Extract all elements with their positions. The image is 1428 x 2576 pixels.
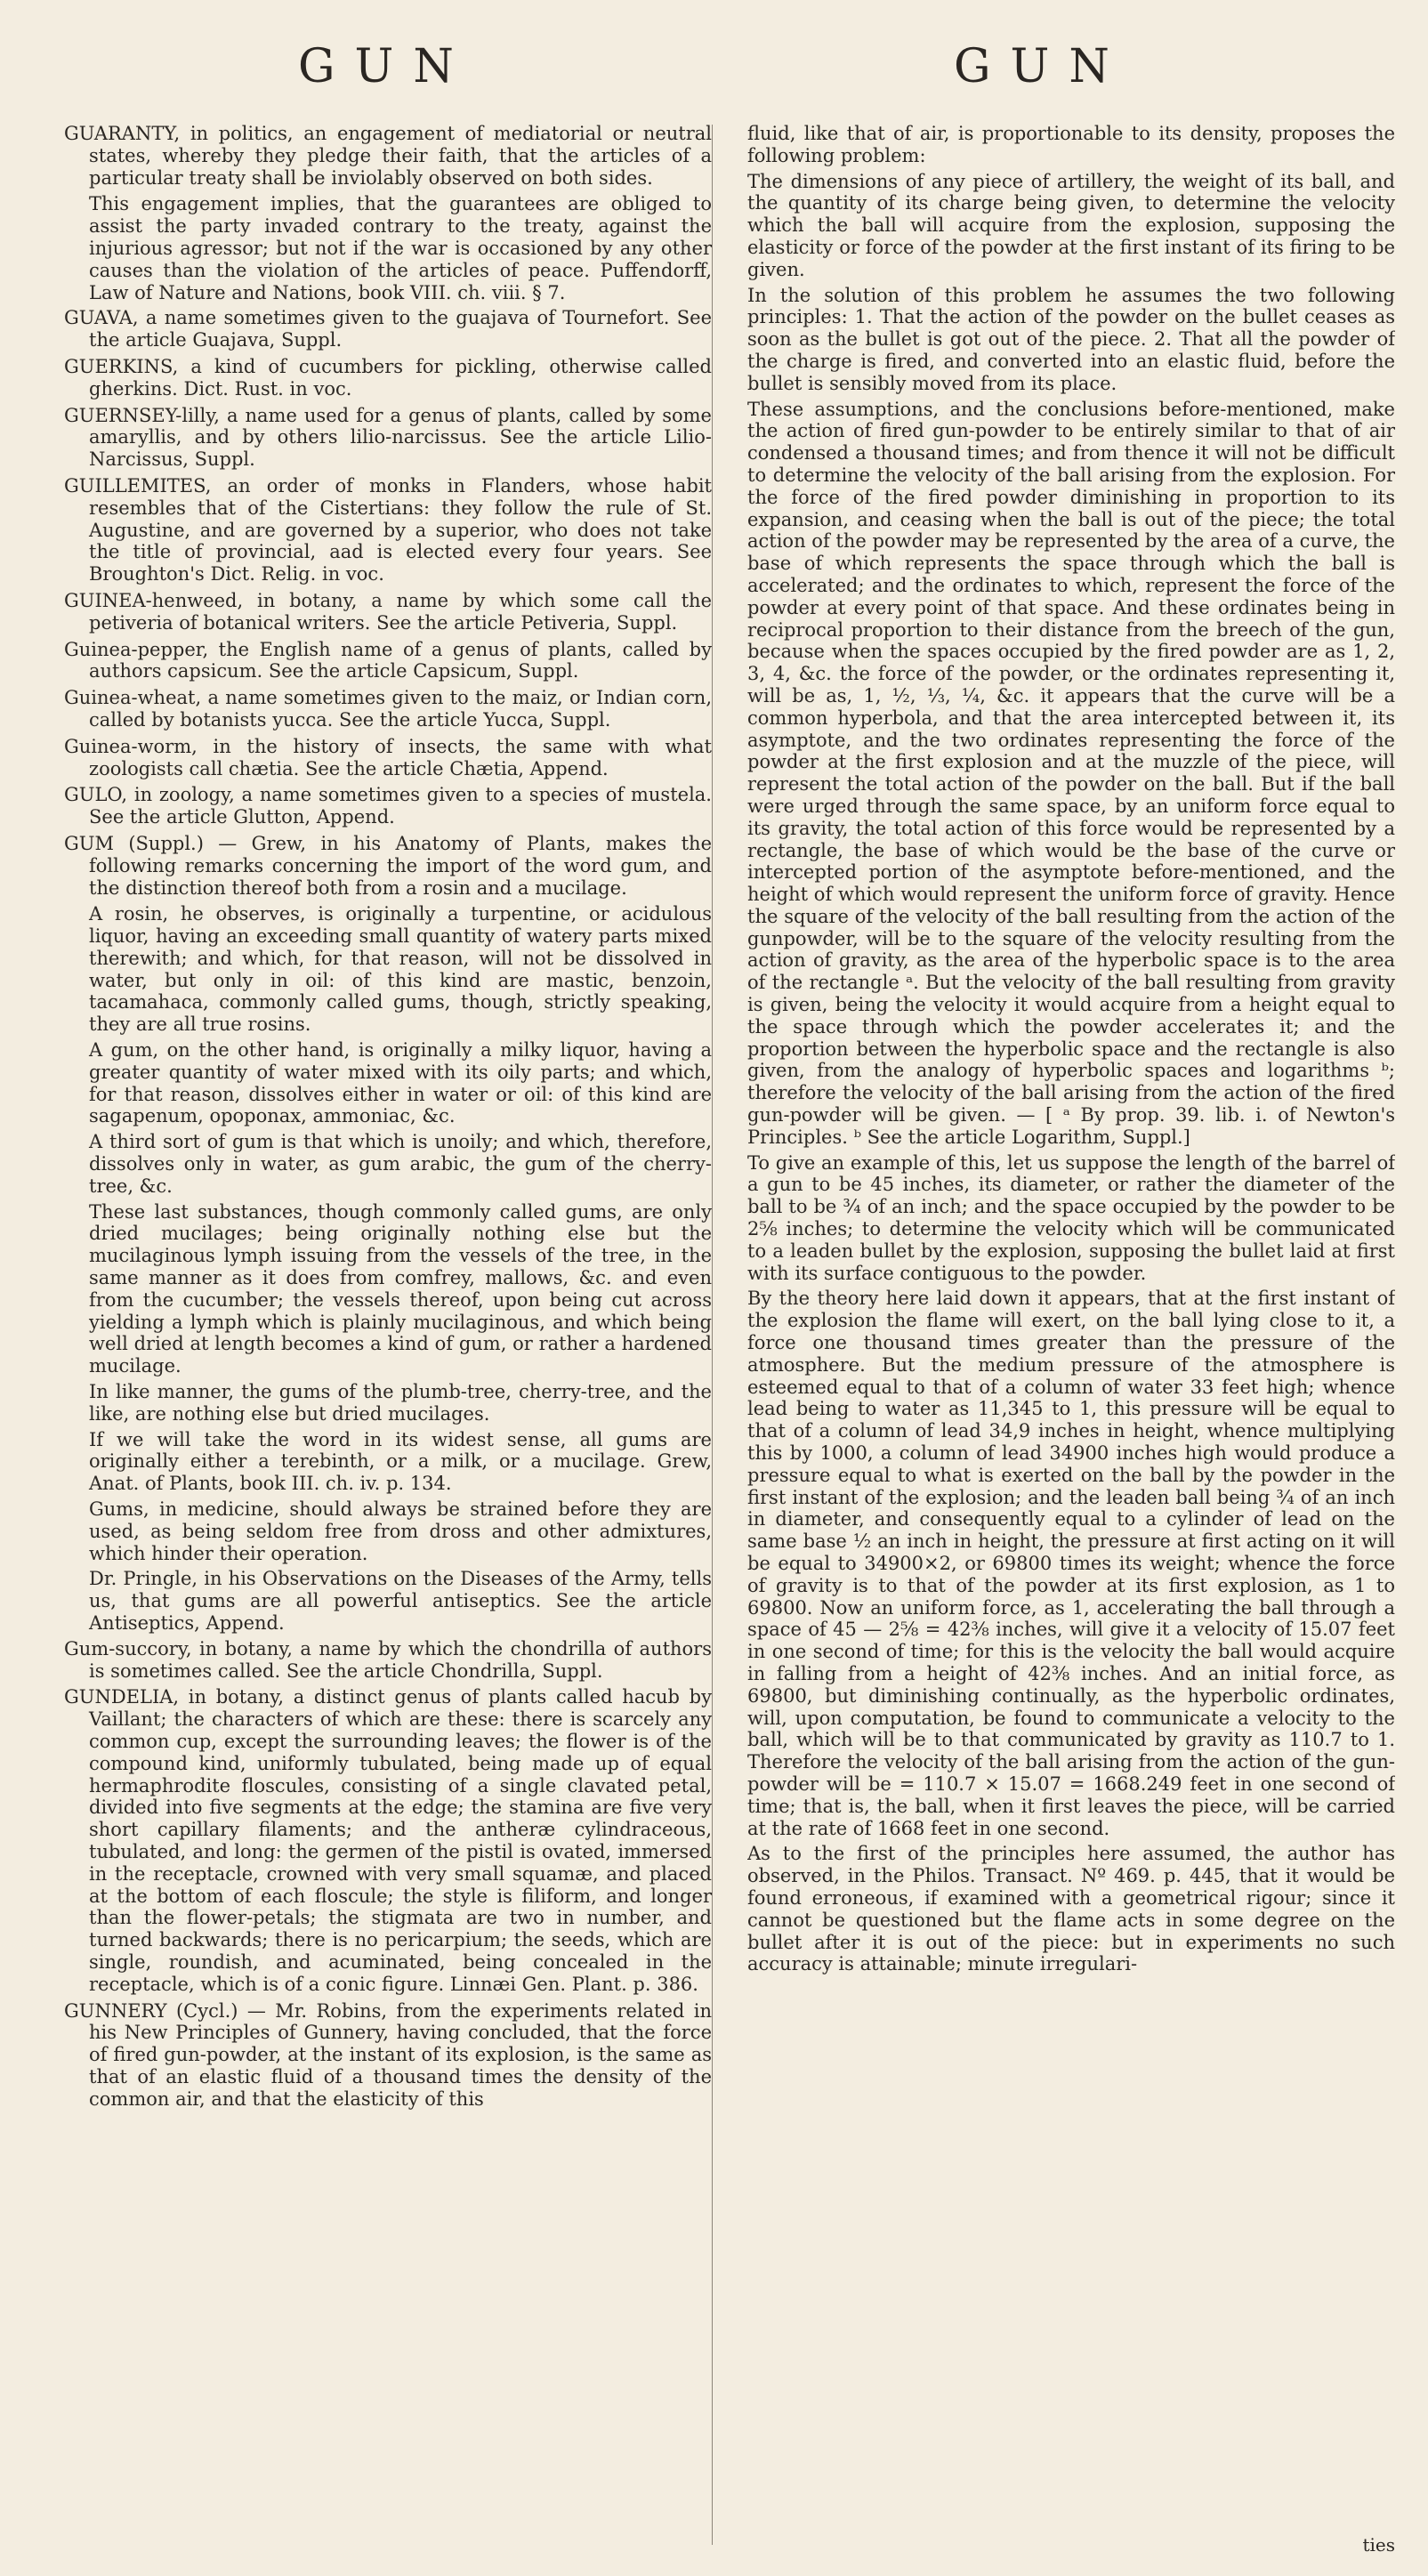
entry-guava: GUAVA, a name sometimes given to the guajava of Tournefort. See the article Guajava, Suppl. [64, 307, 712, 351]
paragraph: To give an example of this, let us suppose the length of the barrel of a gun to be 45 inches, its diameter, or rather the diameter of the ball to be ¾ of an inch; and the space occupied by the powder to be 2⅝ inches; to determine the velocity which will be communicated to a leaden bullet by the explosion, supposing the bullet laid at first with its surface contiguous to the powder. [747, 1151, 1395, 1284]
paragraph: fluid, like that of air, is proportionable to its density, proposes the following problem: [747, 123, 1395, 166]
paragraph: This engagement implies, that the guarantees are obliged to assist the party invaded contrary to the treaty, against the injurious agressor; but not if the war is occasioned by any other causes than the violation of the articles of peace. Puffendorff, Law of Nature and Nations, book VIII. ch. viii. § 7. [89, 193, 712, 303]
entry-guinea-pepper: Guinea-pepper, the English name of a genus of plants, called by authors capsicum. See the article Capsicum, Suppl. [64, 638, 712, 682]
paragraph: By the theory here laid down it appears, that at the first instant of the explosion the flame will exert, on the ball lying close to it, a force one thousand times greater than the pressure of the atmosphere. But the medium pressure of the atmosphere is esteemed equal to that of a column of water 33 feet high; whence lead being to water as 11,345 to 1, this pressure will be equal to that of a column of lead 34,9 inches in height, whence multiplying this by 1000, a column of lead 34900 inches high would produce a pressure equal to what is exerted on the ball by the powder in the first instant of the explosion; and the leaden ball being ¾ of an inch in diameter, and consequently equal to a cylinder of lead on the same base ½ an inch in height, the pressure at first acting on it will be equal to 34900×2, or 69800 times its weight; whence the force of gravity is to that of the powder at its first explosion, as 1 to 69800. Now an uniform force, as 1, accelerating the ball through a space of 45 — 2⅝ = 42⅜ inches, will give it a velocity of 15.07 feet in one second of time; for this is the velocity the ball would acquire in falling from a height of 42⅜ inches. And an initial force, as 69800, but diminishing continually, as the hyperbolic ordinates, will, upon computation, be found to communicate a velocity to the ball, which will be to that communicated by gravity as 110.7 to 1. Therefore the velocity of the ball arising from the action of the gun-powder will be = 110.7 × 15.07 = 1668.249 feet in one second of time; that is, the ball, when it first leaves the piece, will be carried at the rate of 1668 feet in one second. [747, 1288, 1395, 1839]
entry-guerkins: GUERKINS, a kind of cucumbers for pickling, otherwise called gherkins. Dict. Rust. in voc. [64, 355, 712, 400]
entry-gunnery: GUNNERY (Cycl.) — Mr. Robins, from the experiments related in his New Principles of Gunnery, having concluded, that the force of fired gun-powder, at the instant of its explosion, is the same as that of an elastic fluid of a thousand times the density of the common air, and that the elasticity of this [64, 1999, 712, 2110]
entry-guinea-worm: Guinea-worm, in the history of insects, the same with what zoologists call chætia. See the article Chætia, Append. [64, 735, 712, 779]
column-divider [712, 125, 713, 2545]
entry-guinea-henweed: GUINEA-henweed, in botany, a name by which some call the petiveria of botanical writers. See the article Petiveria, Suppl. [64, 589, 712, 634]
paragraph: A gum, on the other hand, is originally a milky liquor, having a greater quantity of water mixed with its oily parts; and which, for that reason, dissolves either in water or oil: of this kind are sagapenum, opoponax, ammoniac, &c. [89, 1039, 712, 1127]
paragraph: Dr. Pringle, in his Observations on the Diseases of the Army, tells us, that gums are all powerful antiseptics. See the article Antiseptics, Append. [89, 1568, 712, 1634]
paragraph: Gums, in medicine, should always be strained before they are used, as being seldom free from dross and other admixtures, which hinder their operation. [89, 1498, 712, 1564]
paragraph: In like manner, the gums of the plumb-tree, cherry-tree, and the like, are nothing else but dried mucilages. [89, 1381, 712, 1425]
paragraph: As to the first of the principles here assumed, the author has observed, in the Philos. Transact. Nº 469. p. 445, that it would be found erroneous, if examined with a geometrical rigour; since it cannot be questioned but the flame acts in some degree on the bullet after it is out of the piece: but in experiments no such accuracy is attainable; minute irregulari- [747, 1843, 1395, 1975]
paragraph: The dimensions of any piece of artillery, the weight of its ball, and the quantity of its charge being given, to determine the velocity which the ball will acquire from the explosion, supposing the elasticity or force of the powder at the first instant of its firing to be given. [747, 170, 1395, 280]
entry-gum: GUM (Suppl.) — Grew, in his Anatomy of Plants, makes the following remarks concerning the import of the word gum, and the distinction thereof both from a rosin and a mucilage. [64, 832, 712, 899]
running-head-right: GUN [954, 40, 1129, 93]
entry-gulo: GULO, in zoology, a name sometimes given to a species of mustela. See the article Glutton, Append. [64, 784, 712, 828]
right-column [747, 123, 1395, 2556]
entry-gum-succory: Gum-succory, in botany, a name by which the chondrilla of authors is sometimes called. See the article Chondrilla, Suppl. [64, 1637, 712, 1682]
entry-guinea-wheat: Guinea-wheat, a name sometimes given to the maiz, or Indian corn, called by botanists yucca. See the article Yucca, Suppl. [64, 687, 712, 731]
paragraph: These last substances, though commonly called gums, are only dried mucilages; being originally nothing else but the mucilaginous lymph issuing from the vessels of the tree, in the same manner as it does from comfrey, mallows, &c. and even from the cucumber; the vessels thereof, upon being cut across yielding a lymph which is plainly mucilaginous, and which being well dried at length becomes a kind of gum, or rather a hardened mucilage. [89, 1200, 712, 1377]
paragraph: These assumptions, and the conclusions before-mentioned, make the action of fired gun-powder to be entirely similar to that of air condensed a thousand times; and from thence it will not be difficult to determine the velocity of the ball arising from the explosion. For the force of the fired powder diminishing in proportion to its expansion, and ceasing when the ball is out of the piece; the total action of the powder may be represented by the area of a curve, the base of which represents the space through which the ball is accelerated; and the ordinates to which, represent the force of the powder at every point of that space. And these ordinates being in reciprocal proportion to their distance from the breech of the gun, because when the spaces occupied by the fired powder are as 1, 2, 3, 4, &c. the force of the powder, or the ordinates representing it, will be as, 1, ½, ⅓, ¼, &c. it appears that the curve will be a common hyperbola, and that the area intercepted between it, its asymptote, and the two ordinates representing the force of the powder at the first explosion and at the muzzle of the piece, will represent the total action of the powder on the ball. But if the ball were urged through the same space, by an uniform force equal to its gravity, the total action of this force would be represented by a rectangle, the base of which would be the base of the curve or intercepted portion of the asymptote before-mentioned, and the height of which would represent the uniform force of gravity. Hence the square of the velocity of the ball resulting from the action of the gunpowder, will be to the square of the velocity resulting from the action of gravity, as the area of the hyperbolic space is to the area of the rectangle ᵃ. But the velocity of the ball resulting from gravity is given, being the velocity it would acquire from a height equal to the space through which the powder accelerates it; and the proportion between the hyperbolic space and the rectangle is also given, from the analogy of hyperbolic spaces and logarithms ᵇ; therefore the velocity of the ball arising from the action of the fired gun-powder will be given. — [ ᵃ By prop. 39. lib. i. of Newton's Principles. ᵇ See the article Logarithm, Suppl.] [747, 398, 1395, 1148]
running-head-left: GUN [298, 40, 473, 93]
paragraph: If we will take the word in its widest sense, all gums are originally either a terebinth, or a milk, or a mucilage. Grew, Anat. of Plants, book III. ch. iv. p. 134. [89, 1428, 712, 1495]
paragraph: A third sort of gum is that which is unoily; and which, therefore, dissolves only in water, as gum arabic, the gum of the cherry-tree, &c. [89, 1131, 712, 1197]
entry-gundelia: GUNDELIA, in botany, a distinct genus of plants called hacub by Vaillant; the characters of which are these: there is scarcely any common cup, except the surrounding leaves; the flower is of the compound kind, uniformly tubulated, being made up of equal hermaphrodite floscules, consisting of a single clavated petal, divided into five segments at the edge; the stamina are five very short capillary filaments; and the antheræ cylindraceous, tubulated, and long: the germen of the pistil is ovated, immersed in the receptacle, crowned with very small squamæ, and placed at the bottom of each flosculе; the style is filiform, and longer than the flower-petals; the stigmata are two in number, and turned backwards; there is no pericarpium; the seeds, which are single, roundish, and acuminated, being concealed in the receptacle, which is of a conic figure. Linnæi Gen. Plant. p. 386. [64, 1686, 712, 1995]
entry-guernsey-lilly: GUERNSEY-lilly, a name used for a genus of plants, called by some amaryllis, and by others lilio-narcissus. See the article Lilio-Narcissus, Suppl. [64, 404, 712, 471]
paragraph: A rosin, he observes, is originally a turpentine, or acidulous liquor, having an exceeding small quantity of watery parts mixed therewith; and which, for that reason, will not be dissolved in water, but only in oil: of this kind are mastic, benzoin, tacamahaca, commonly called gums, though, strictly speaking, they are all true rosins. [89, 903, 712, 1036]
entry-guaranty: GUARANTY, in politics, an engagement of mediatorial or neutral states, whereby they pledge their faith, that the articles of a particular treaty shall be inviolably observed on both sides. [64, 123, 712, 189]
catchword: ties [1362, 2534, 1395, 2556]
entry-guillemites: GUILLEMITES, an order of monks in Flanders, whose habit resembles that of the Cistertians: they follow the rule of St. Augustine, and are governed by a superior, who does not take the title of provincial, aad is elected every four years. See Broughton's Dict. Relig. in voc. [64, 474, 712, 585]
paragraph: In the solution of this problem he assumes the two following principles: 1. That the action of the powder on the bullet ceases as soon as the bullet is got out of the piece. 2. That all the powder of the charge is fired, and converted into an elastic fluid, before the bullet is sensibly moved from its place. [747, 284, 1395, 394]
left-column [64, 123, 712, 2556]
